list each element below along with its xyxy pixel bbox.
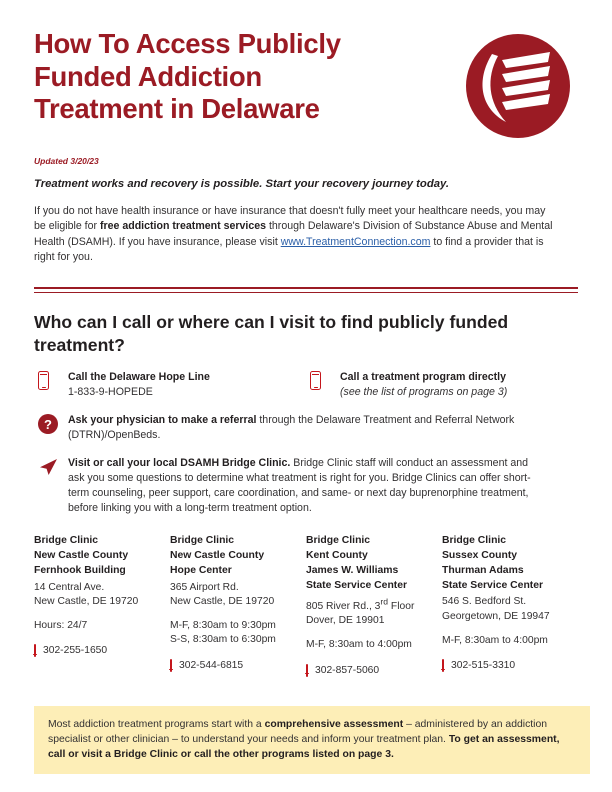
clinic-name-line: Bridge Clinic xyxy=(306,535,371,547)
bridge-clinic-list xyxy=(34,534,578,678)
clinic-address xyxy=(442,595,568,624)
option-detail: Bridge Clinic staff will conduct an assessment and ask you some questions to determine what treatment is right for you. Bridge Clinics can offer short-term counseling, peer support, care coordination, and same- or next day buprenorphine treatment, before linking you with a long-term treatment option. xyxy=(68,457,531,515)
clinic-name-line: New Castle County xyxy=(170,550,265,562)
option-detail: 1-833-9-HOPEDE xyxy=(68,386,153,399)
section-divider xyxy=(34,287,578,293)
clinic-name-line: Fernhook Building xyxy=(34,564,126,576)
clinic-card xyxy=(306,534,442,678)
page-title-line-2: Funded Addiction xyxy=(34,60,262,92)
clinic-address-line: 365 Airport Rd. xyxy=(170,581,239,593)
option-text xyxy=(68,370,210,400)
clinic-address xyxy=(170,581,296,610)
clinic-hours-line: M-F, 8:30am to 4:00pm xyxy=(442,634,548,646)
intro-bold-free-services: free addiction treatment services xyxy=(99,220,267,233)
option-physician-referral xyxy=(34,413,578,443)
clinic-hours xyxy=(442,634,568,649)
option-call-hope-line xyxy=(34,370,306,400)
option-text xyxy=(68,413,546,443)
clinic-address-line: 805 River Rd., 3rd Floor xyxy=(306,596,415,612)
options-list xyxy=(34,370,578,516)
clinic-address xyxy=(306,595,432,629)
clinic-name-line: Bridge Clinic xyxy=(34,535,99,547)
clinic-name-line: Bridge Clinic xyxy=(170,535,235,547)
clinic-phone-number: 302-515-3310 xyxy=(451,660,516,672)
phone-icon xyxy=(306,664,308,679)
clinic-hours-line: M-F, 8:30am to 9:30pm xyxy=(170,619,276,631)
clinic-address-line: 14 Central Ave. xyxy=(34,581,105,593)
phone-icon xyxy=(34,370,68,390)
clinic-name-line: Kent County xyxy=(306,550,368,562)
state-of-delaware-seal-logo xyxy=(462,30,574,142)
clinic-name-line: Hope Center xyxy=(170,564,232,576)
option-text xyxy=(68,456,546,516)
clinic-address-line: Georgetown, DE 19947 xyxy=(442,610,550,622)
clinic-card xyxy=(34,534,170,678)
clinic-phone-number: 302-544-6815 xyxy=(179,660,244,672)
page-title-line-1: How To Access Publicly xyxy=(34,28,341,59)
clinic-hours-line: Hours: 24/7 xyxy=(34,619,88,631)
clinic-name-line: State Service Center xyxy=(306,579,408,591)
phone-icon xyxy=(306,370,340,390)
clinic-name-line: James W. Williams xyxy=(306,564,399,576)
question-mark-icon: ? xyxy=(34,413,68,434)
clinic-name-line: State Service Center xyxy=(442,579,544,591)
clinic-address-line: New Castle, DE 19720 xyxy=(170,596,275,608)
intro-paragraph xyxy=(34,204,554,265)
intro-part-2: through Delaware's Division of Substance Abuse and Mental Health (DSAMH). If you have insurance, please visit xyxy=(34,220,553,248)
clinic-address-line: New Castle, DE 19720 xyxy=(34,596,139,608)
clinic-address-line: 546 S. Bedford St. xyxy=(442,596,527,608)
page-title xyxy=(34,28,341,126)
phone-icon xyxy=(442,659,444,674)
callout-part-1: Most addiction treatment programs start with a xyxy=(48,718,265,730)
section-heading-question: Who can I call or where can I visit to find publicly funded treatment? xyxy=(34,312,509,355)
callout-part-2: – administered by an addiction specialist or other clinician – to understand your needs and inform your treatment plan. xyxy=(48,718,548,745)
clinic-name xyxy=(306,534,432,593)
intro-part-1: If you do not have health insurance or have insurance that doesn't fully meet your healthcare needs, you may be eligible for xyxy=(34,205,546,233)
clinic-phone-number: 302-255-1650 xyxy=(43,645,108,657)
clinic-phone[interactable] xyxy=(442,659,568,674)
assessment-callout xyxy=(34,706,590,774)
phone-icon xyxy=(170,659,172,674)
clinic-phone[interactable] xyxy=(170,659,296,674)
clinic-name-line: Bridge Clinic xyxy=(442,535,507,547)
option-label: Ask your physician to make a referral xyxy=(68,414,257,427)
option-note: (see the list of programs on page 3) xyxy=(340,386,508,399)
clinic-hours xyxy=(306,638,432,653)
clinic-hours-line: S-S, 8:30am to 6:30pm xyxy=(170,634,276,646)
option-label: Call the Delaware Hope Line xyxy=(68,371,210,384)
clinic-address xyxy=(34,581,160,610)
document-header xyxy=(34,28,578,142)
location-arrow-icon xyxy=(34,456,68,477)
treatment-connection-link[interactable]: www.TreatmentConnection.com xyxy=(280,235,431,248)
option-detail: through the Delaware Treatment and Referral Network (DTRN)/OpenBeds. xyxy=(68,414,515,442)
option-visit-bridge-clinic xyxy=(34,456,578,516)
clinic-phone-number: 302-857-5060 xyxy=(315,664,380,676)
phone-icon xyxy=(34,644,36,659)
clinic-phone[interactable] xyxy=(34,644,160,659)
intro-part-3: to find a provider that is right for you. xyxy=(34,235,544,264)
option-label: Call a treatment program directly xyxy=(340,371,507,384)
clinic-address-line: Dover, DE 19901 xyxy=(306,615,385,627)
tagline: Treatment works and recovery is possible. Start your recovery journey today. xyxy=(34,178,450,190)
clinic-hours xyxy=(170,619,296,648)
clinic-card xyxy=(442,534,578,678)
clinic-name xyxy=(170,534,296,578)
callout-bold-assessment: comprehensive assessment xyxy=(264,718,404,730)
clinic-hours-line: M-F, 8:30am to 4:00pm xyxy=(306,639,412,651)
option-text xyxy=(340,370,507,400)
clinic-name xyxy=(442,534,568,593)
clinic-name xyxy=(34,534,160,578)
updated-date: Updated 3/20/23 xyxy=(34,156,99,166)
clinic-hours xyxy=(34,619,160,634)
callout-bold-action: To get an assessment, call or visit a Bridge Clinic or call the other programs listed on page 3. xyxy=(48,733,560,760)
option-call-treatment-program xyxy=(306,370,578,400)
clinic-name-line: New Castle County xyxy=(34,550,129,562)
clinic-name-line: Sussex County xyxy=(442,550,518,562)
clinic-card xyxy=(170,534,306,678)
clinic-name-line: Thurman Adams xyxy=(442,564,524,576)
option-label: Visit or call your local DSAMH Bridge Clinic. xyxy=(68,457,291,470)
options-row-top xyxy=(34,370,578,400)
clinic-phone[interactable] xyxy=(306,664,432,679)
page-title-line-3: Treatment in Delaware xyxy=(34,93,320,125)
